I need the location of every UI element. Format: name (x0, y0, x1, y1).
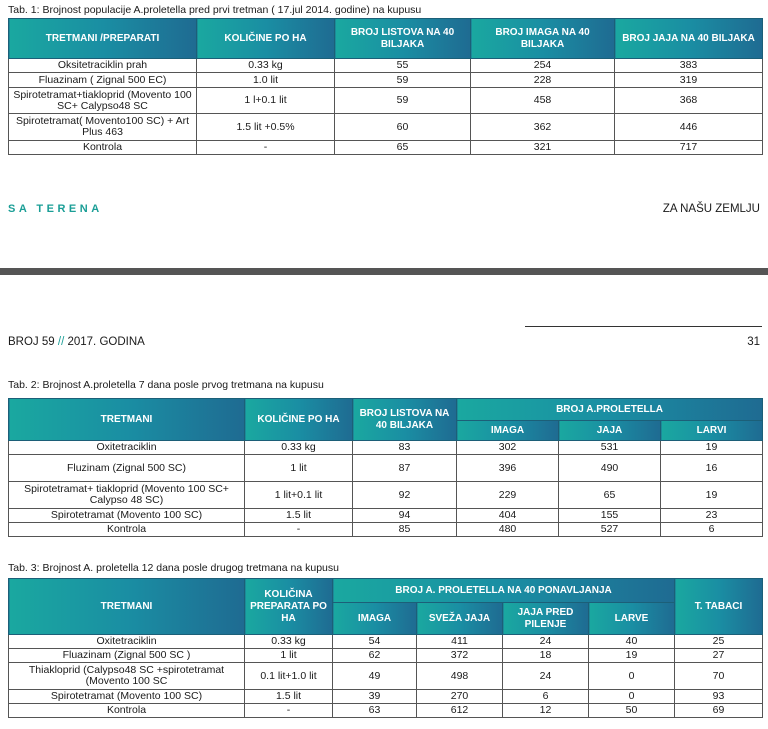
table-cell: 1 lit (245, 649, 333, 663)
table-row (9, 441, 763, 455)
table-cell: 446 (615, 114, 763, 141)
table2-header-adults: IMAGA (457, 421, 559, 441)
table3-caption: Tab. 3: Brojnost A. proletella 12 dana posle drugog tretmana na kupusu (8, 562, 339, 574)
table-cell: 396 (457, 455, 559, 482)
table-cell: 270 (417, 690, 503, 704)
table-cell: 94 (353, 509, 457, 523)
table-cell: 229 (457, 482, 559, 509)
table-cell: 83 (353, 441, 457, 455)
table-row (9, 88, 763, 114)
table-cell: Kontrola (9, 704, 245, 718)
table-cell: Spirotetramat( Movento100 SC) + Art Plus 463 (9, 114, 197, 141)
table-cell: 60 (335, 114, 471, 141)
table-row (9, 635, 763, 649)
table3-header-hatching-eggs: JAJA PRED PILENJE (503, 603, 589, 635)
table2-header-dose: KOLIČINE PO HA (245, 399, 353, 441)
table-cell: 0 (589, 663, 675, 690)
table3-header-adults: IMAGA (333, 603, 417, 635)
table-cell: 85 (353, 523, 457, 537)
table-cell: 92 (353, 482, 457, 509)
table1-header-leaves: BROJ LISTOVA NA 40 BILJAKA (335, 19, 471, 59)
table-cell: Spirotetramat+ tiakloprid (Movento 100 SC+ Calypso 48 SC) (9, 482, 245, 509)
table-cell: 458 (471, 88, 615, 114)
table-cell: 228 (471, 73, 615, 88)
table-cell: 19 (661, 482, 763, 509)
table-cell: 302 (457, 441, 559, 455)
table3-header-group: BROJ A. PROLETELLA NA 40 PONAVLJANJA (333, 579, 675, 603)
issue-year: 2017. GODINA (67, 336, 145, 348)
table3-header-fresh-eggs: SVEŽA JAJA (417, 603, 503, 635)
table-cell: 1.0 lit (197, 73, 335, 88)
table-cell: 40 (589, 635, 675, 649)
table-cell: 1.5 lit (245, 690, 333, 704)
table-cell: Spirotetramat (Movento 100 SC) (9, 509, 245, 523)
table3 (8, 578, 763, 718)
table-cell: 39 (333, 690, 417, 704)
table-cell: 50 (589, 704, 675, 718)
table-row (9, 509, 763, 523)
table-cell: 6 (503, 690, 589, 704)
table-cell: 65 (559, 482, 661, 509)
table-row (9, 73, 763, 88)
table-cell: 25 (675, 635, 763, 649)
table-cell: 404 (457, 509, 559, 523)
table-cell: 1.5 lit +0.5% (197, 114, 335, 141)
table-row (9, 114, 763, 141)
table-row (9, 690, 763, 704)
table-cell: 16 (661, 455, 763, 482)
table-cell: 368 (615, 88, 763, 114)
table-cell: Thiakloprid (Calypso48 SC +spirotetramat (Movento 100 SC (9, 663, 245, 690)
table-cell: 372 (417, 649, 503, 663)
table-cell: Oxitetraciklin (9, 635, 245, 649)
table-cell: 321 (471, 141, 615, 155)
table2-header-leaves: BROJ LISTOVA NA 40 BILJAKA (353, 399, 457, 441)
table-cell: 87 (353, 455, 457, 482)
issue-line (8, 336, 145, 348)
table-cell: Fluazinam (Zignal 500 SC ) (9, 649, 245, 663)
table2-header-treatment: TRETMANI (9, 399, 245, 441)
table3-header-dose: KOLIČINA PREPARATA PO HA (245, 579, 333, 635)
magazine-title: ZA NAŠU ZEMLJU (662, 203, 760, 215)
issue-slash: // (57, 336, 65, 348)
table-cell: 6 (661, 523, 763, 537)
table-cell: Oxitetraciklin (9, 441, 245, 455)
table-cell: 55 (335, 59, 471, 73)
table1-header-row (9, 19, 763, 59)
table-cell: 612 (417, 704, 503, 718)
table-row (9, 482, 763, 509)
table-cell: 155 (559, 509, 661, 523)
table-cell: 70 (675, 663, 763, 690)
table-cell: 65 (335, 141, 471, 155)
table-cell: 1 lit+0.1 lit (245, 482, 353, 509)
table3-header-larvae: LARVE (589, 603, 675, 635)
table-cell: 62 (333, 649, 417, 663)
table-cell: 59 (335, 73, 471, 88)
table-row (9, 649, 763, 663)
table-cell: - (197, 141, 335, 155)
page-divider (0, 268, 768, 275)
table3-header-treatment: TRETMANI (9, 579, 245, 635)
table-cell: Oksitetraciklin prah (9, 59, 197, 73)
table-cell: 69 (675, 704, 763, 718)
issue-number: BROJ 59 (8, 336, 55, 348)
table-cell: Kontrola (9, 141, 197, 155)
table2-header-eggs: JAJA (559, 421, 661, 441)
table-cell: 254 (471, 59, 615, 73)
table-cell: 24 (503, 635, 589, 649)
page-number: 31 (747, 336, 760, 348)
table-cell: 480 (457, 523, 559, 537)
table-cell: 1 lit (245, 455, 353, 482)
table-row (9, 59, 763, 73)
table-cell: 362 (471, 114, 615, 141)
table-cell: 319 (615, 73, 763, 88)
header-rule (525, 326, 762, 327)
table-cell: 18 (503, 649, 589, 663)
table-cell: 0.33 kg (245, 635, 333, 649)
table3-header-row (9, 579, 763, 603)
table-cell: 27 (675, 649, 763, 663)
table-cell: 1 l+0.1 lit (197, 88, 335, 114)
table1-header-eggs: BROJ JAJA NA 40 BILJAKA (615, 19, 763, 59)
table-cell: 19 (589, 649, 675, 663)
table-row (9, 141, 763, 155)
table2-header-larvae: LARVI (661, 421, 763, 441)
table-cell: 411 (417, 635, 503, 649)
table1-caption: Tab. 1: Brojnost populacije A.proletella pred prvi tretman ( 17.jul 2014. godine) na kupusu (8, 4, 422, 16)
table-cell: 59 (335, 88, 471, 114)
table-cell: 0.33 kg (197, 59, 335, 73)
table3-header-tabaci: T. TABACI (675, 579, 763, 635)
table-cell: 527 (559, 523, 661, 537)
table2-header-group: BROJ A.PROLETELLA (457, 399, 763, 421)
table-cell: 93 (675, 690, 763, 704)
table-cell: 717 (615, 141, 763, 155)
table-row (9, 704, 763, 718)
table-cell: 1.5 lit (245, 509, 353, 523)
table-cell: 0.33 kg (245, 441, 353, 455)
table-row (9, 455, 763, 482)
table-cell: 49 (333, 663, 417, 690)
table1-header-treatment: TRETMANI /PREPARATI (9, 19, 197, 59)
section-title: SA TERENA (8, 203, 103, 215)
table-cell: 63 (333, 704, 417, 718)
table-cell: 0 (589, 690, 675, 704)
table-cell: 24 (503, 663, 589, 690)
table-cell: - (245, 704, 333, 718)
table-cell: 12 (503, 704, 589, 718)
table-cell: Fluazinam ( Zignal 500 EC) (9, 73, 197, 88)
table-cell: 54 (333, 635, 417, 649)
table-cell: Fluzinam (Zignal 500 SC) (9, 455, 245, 482)
table1-header-adults: BROJ IMAGA NA 40 BILJAKA (471, 19, 615, 59)
table-cell: Spirotetramat (Movento 100 SC) (9, 690, 245, 704)
table2-caption: Tab. 2: Brojnost A.proletella 7 dana posle prvog tretmana na kupusu (8, 379, 324, 391)
table-row (9, 663, 763, 690)
table1 (8, 18, 763, 155)
table-cell: 0.1 lit+1.0 lit (245, 663, 333, 690)
table-cell: 498 (417, 663, 503, 690)
table-cell: - (245, 523, 353, 537)
table-cell: 19 (661, 441, 763, 455)
table-cell: Spirotetramat+tiakloprid (Movento 100 SC+ Calypso48 SC (9, 88, 197, 114)
table-row (9, 523, 763, 537)
table-cell: 531 (559, 441, 661, 455)
table-cell: 490 (559, 455, 661, 482)
table-cell: 23 (661, 509, 763, 523)
table-cell: Kontrola (9, 523, 245, 537)
table-cell: 383 (615, 59, 763, 73)
table2-header-row (9, 399, 763, 421)
table1-header-dose: KOLIČINE PO HA (197, 19, 335, 59)
table2 (8, 398, 763, 537)
